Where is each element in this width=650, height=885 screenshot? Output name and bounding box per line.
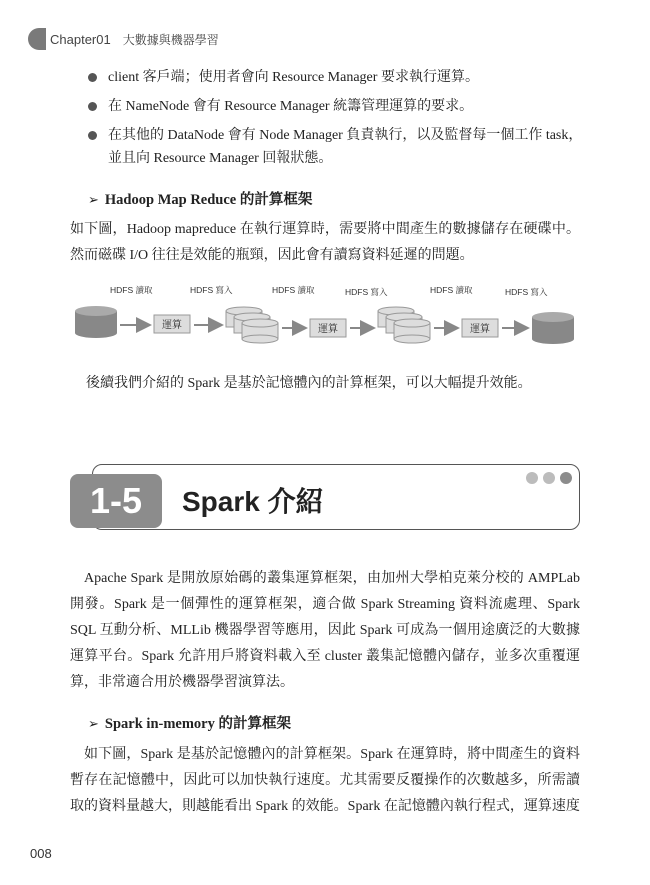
decorative-dots-icon bbox=[526, 472, 572, 484]
hdfs-read-label: HDFS 讀取 bbox=[272, 285, 315, 295]
bullet-text: client 客戶端；使用者會向 Resource Manager 要求執行運算。 bbox=[108, 70, 479, 85]
compute-box bbox=[154, 315, 190, 333]
page-header bbox=[28, 28, 219, 50]
spark-memory-heading: ➢ Spark in-memory 的計算框架 bbox=[88, 716, 291, 732]
bullet-item bbox=[88, 66, 588, 89]
chapter-label: Chapter01 bbox=[50, 31, 111, 47]
disk-icon bbox=[532, 312, 574, 344]
page-number: 008 bbox=[30, 846, 52, 861]
spark-memory-paragraph: 如下圖，Spark 是基於記憶體內的計算框架。Spark 在運算時，將中間產生的資料暫存在記憶體中，因此可以加快執行速度。尤其需要反覆操作的次數越多，所需讀取的資料量越大，則越能看出 Spark 的效能。Spark 在記憶體內執行程式，運算速度 bbox=[70, 747, 580, 814]
section-banner bbox=[70, 462, 582, 534]
hdfs-read-label: HDFS 讀取 bbox=[430, 285, 473, 295]
hdfs-read-label: HDFS 讀取 bbox=[110, 285, 153, 295]
bullet-dot-icon bbox=[88, 102, 97, 111]
hadoop-flow-diagram bbox=[70, 283, 580, 353]
svg-text:運算: 運算 bbox=[470, 324, 490, 335]
bullet-item bbox=[88, 124, 588, 170]
bullet-text: 在 NameNode 會有 Resource Manager 統籌管理運算的要求。 bbox=[108, 99, 474, 114]
section-number: 1-5 bbox=[70, 474, 162, 528]
hdfs-write-label: HDFS 寫入 bbox=[505, 287, 548, 297]
bullet-item bbox=[88, 95, 588, 118]
section-frame bbox=[92, 464, 580, 530]
arrow-right-icon: ➢ bbox=[88, 717, 99, 732]
svg-text:運算: 運算 bbox=[318, 324, 338, 335]
compute-box bbox=[462, 319, 498, 337]
bullet-text: 在其他的 DataNode 會有 Node Manager 負責執行，以及監督每一個工作 task，並且向 Resource Manager 回報狀態。 bbox=[108, 128, 583, 166]
chapter-tab-icon bbox=[28, 28, 46, 50]
svg-text:運算: 運算 bbox=[162, 320, 182, 331]
chapter-title: 大數據與機器學習 bbox=[122, 32, 219, 47]
bullet-dot-icon bbox=[88, 73, 97, 82]
compute-box bbox=[310, 319, 346, 337]
disk-icon bbox=[75, 306, 117, 338]
bullet-list bbox=[88, 66, 588, 176]
hadoop-heading: ➢ Hadoop Map Reduce 的計算框架 bbox=[88, 192, 313, 208]
hdfs-write-label: HDFS 寫入 bbox=[190, 285, 233, 295]
disk-stack-icon bbox=[226, 307, 278, 343]
spark-intro-paragraph: Apache Spark 是開放原始碼的叢集運算框架，由加州大學柏克萊分校的 AMPLab 開發。Spark 是一個彈性的運算框架，適合做 Spark Streaming 資料流處理、Spark SQL 互動分析、MLLib 機器學習等應用，因此 Spark 可成為一個用途廣泛的大數據運算平台。Spark 允許用戶將資料載入至 cluster 叢集記憶體內儲存，並多次重覆運算，非常適合用於機器學習演算法。 bbox=[70, 571, 580, 690]
arrow-right-icon: ➢ bbox=[88, 193, 99, 208]
hadoop-after-text: 後續我們介紹的 Spark 是基於記憶體內的計算框架，可以大幅提升效能。 bbox=[86, 376, 532, 391]
disk-stack-icon bbox=[378, 307, 430, 343]
section-title: Spark 介紹 bbox=[182, 486, 324, 517]
bullet-dot-icon bbox=[88, 131, 97, 140]
hadoop-paragraph: 如下圖，Hadoop mapreduce 在執行運算時，需要將中間產生的數據儲存在硬碟中。然而磁碟 I/O 往往是效能的瓶頸，因此會有讀寫資料延遲的問題。 bbox=[70, 222, 580, 263]
hdfs-write-label: HDFS 寫入 bbox=[345, 287, 388, 297]
